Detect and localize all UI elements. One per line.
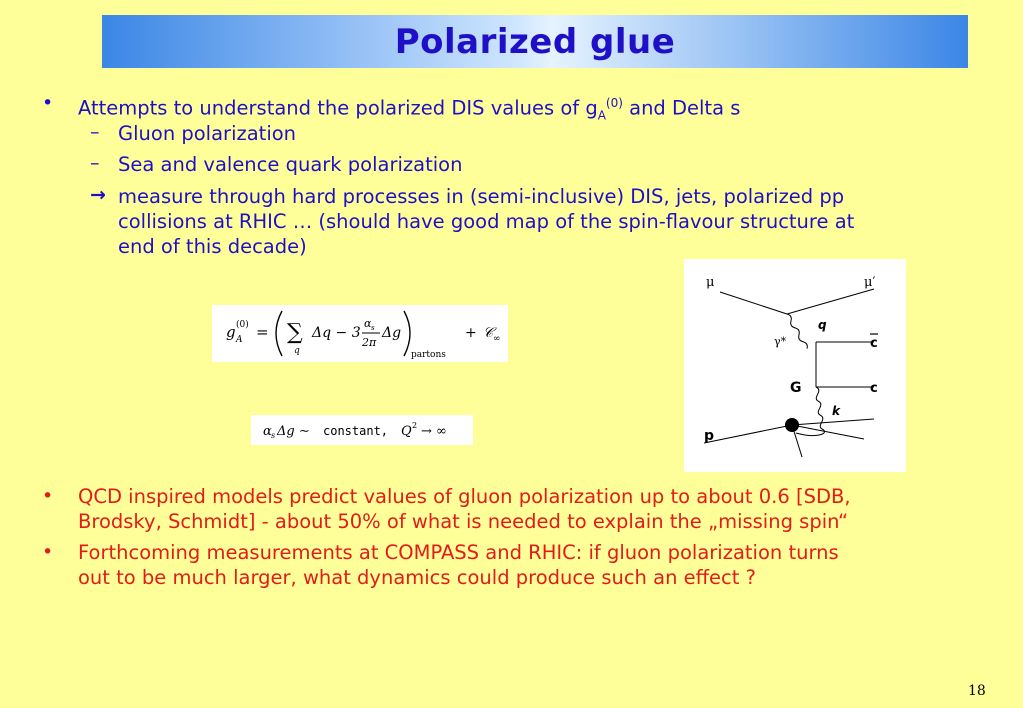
eq1-c-sub: ∞ xyxy=(493,334,501,344)
muon-out-line xyxy=(787,289,874,314)
bullet-dot: • xyxy=(42,485,54,507)
eq2-alpha: α xyxy=(263,424,272,439)
eq2-alpha-sub: s xyxy=(271,431,276,440)
label-p: p xyxy=(704,428,715,444)
equation-helicity-sum xyxy=(212,305,508,362)
arrow-right-icon: → xyxy=(90,184,106,206)
eq2-constant: constant, xyxy=(323,424,389,438)
eq1-alpha: α xyxy=(364,317,372,330)
eq1-sum-sub: q xyxy=(294,346,300,356)
eq1-g-sup: (0) xyxy=(236,320,249,330)
eq1-equals: = xyxy=(256,323,269,341)
label-mu-prime: μ′ xyxy=(864,275,876,290)
right-paren-icon xyxy=(404,311,410,356)
eq1-g-sub: A xyxy=(236,335,243,345)
equation-scaling xyxy=(251,415,473,445)
eq1-dq: Δq − 3 xyxy=(312,325,361,341)
bullet-dot: • xyxy=(42,92,54,114)
eq1-sum: ∑ xyxy=(287,320,303,345)
arrow-text-line-3: end of this decade) xyxy=(118,235,307,258)
remnant-line-1 xyxy=(792,419,874,425)
eq1-frac-den: 2π xyxy=(362,336,377,349)
sub-dash: – xyxy=(90,121,100,143)
eq2-rhs: → ∞ xyxy=(421,424,447,439)
bullet-2-line-1: QCD inspired models predict values of gluon polarization up to about 0.6 [SDB, xyxy=(78,485,851,508)
proton-line xyxy=(704,425,792,443)
slide-title: Polarized glue xyxy=(394,21,676,62)
remnant-line-2 xyxy=(792,425,864,439)
feynman-diagram xyxy=(684,259,906,472)
left-paren-icon xyxy=(276,311,282,356)
sub-bullet-sea-valence: Sea and valence quark polarization xyxy=(118,153,463,176)
sub-bullet-gluon: Gluon polarization xyxy=(118,122,297,145)
label-c: c xyxy=(870,381,878,396)
eq1-g: g xyxy=(226,323,236,341)
bullet-dot: • xyxy=(42,541,54,563)
bullet-1-prefix: Attempts to understand the polarized DIS values of g xyxy=(78,96,598,120)
eq2-q-sup: 2 xyxy=(412,421,418,430)
bullet-2-line-2: Brodsky, Schmidt] - about 50% of what is needed to explain the „missing spin“ xyxy=(78,510,849,533)
bullet-1-subscript: A xyxy=(597,108,606,123)
label-q: q xyxy=(818,318,827,332)
arrow-text-line-2: collisions at RHIC … (should have good map of the spin-flavour structure at xyxy=(118,210,855,233)
eq1-alpha-sub: s xyxy=(371,324,375,332)
bullet-3-line-1: Forthcoming measurements at COMPASS and RHIC: if gluon polarization turns xyxy=(78,541,839,564)
label-G: G xyxy=(790,380,802,396)
arrow-text-line-1: measure through hard processes in (semi-inclusive) DIS, jets, polarized pp xyxy=(118,185,845,208)
eq2-q: Q xyxy=(401,424,412,439)
sub-dash: – xyxy=(90,152,100,174)
eq1-dg: Δg xyxy=(382,325,402,341)
label-k: k xyxy=(832,404,840,418)
eq1-c-inf: 𝒞 xyxy=(483,325,494,341)
bullet-3-line-2: out to be much larger, what dynamics could produce such an effect ? xyxy=(78,566,756,589)
muon-in-line xyxy=(720,292,787,314)
label-gamma: γ* xyxy=(774,335,787,348)
bullet-1-suffix: and Delta s xyxy=(622,96,741,120)
eq1-plus: + xyxy=(465,325,477,341)
eq1-partons: partons xyxy=(411,350,446,360)
page-number: 18 xyxy=(968,683,986,699)
label-cbar: c xyxy=(870,336,878,351)
photon-line xyxy=(785,313,808,350)
eq2-dg: Δg ∼ xyxy=(277,424,310,439)
bullet-1-superscript: (0) xyxy=(605,96,623,110)
title-bar xyxy=(102,15,968,68)
label-mu: μ xyxy=(706,275,715,290)
